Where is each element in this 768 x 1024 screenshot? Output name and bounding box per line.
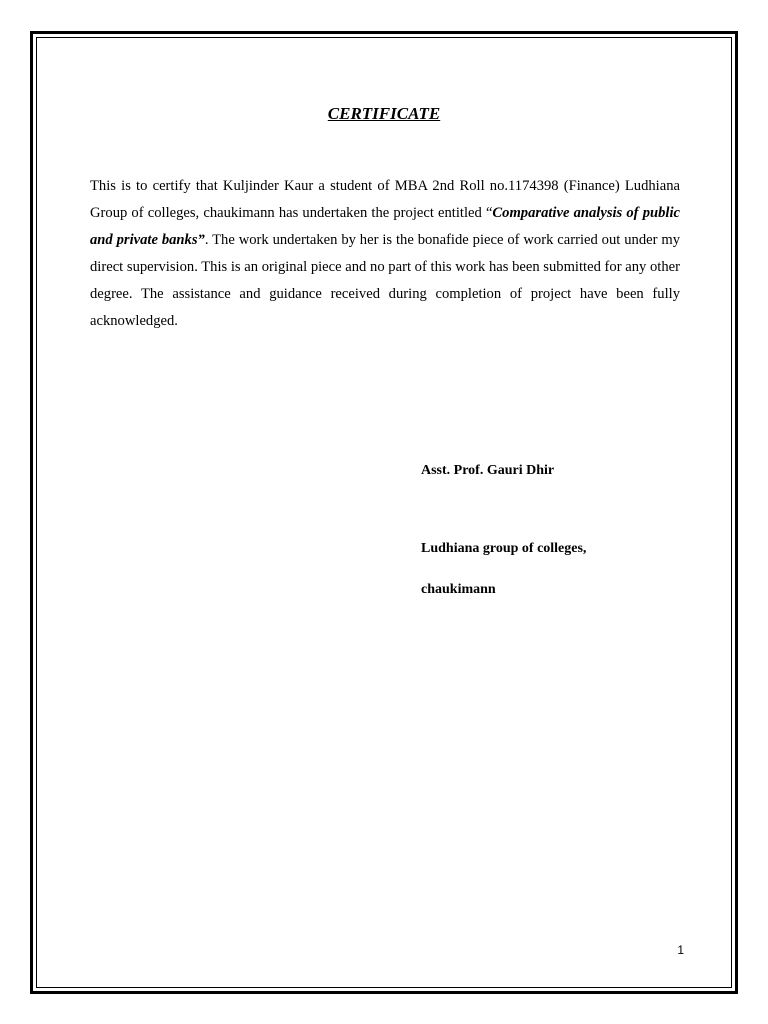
certificate-body (90, 173, 680, 335)
signatory-name: Asst. Prof. Gauri Dhir (421, 463, 555, 478)
signatory-institution: Ludhiana group of colleges, (421, 541, 587, 556)
project-title: Comparative analysis of public and private banks” (90, 205, 680, 248)
body-text-part1: This is to certify that Kuljinder Kaur a student of MBA 2nd Roll no.1174398 (Finance) Ludhiana Group of colleges, chaukimann has undertaken the project entitled “ (90, 178, 680, 221)
body-text-part2: . The work undertaken by her is the bonafide piece of work carried out under my direct supervision. This is an original piece and no part of this work has been submitted for any other degree. The assistance and guidance received during completion of project have been fully acknowledged. (90, 232, 680, 329)
page-number: 1 (677, 943, 684, 957)
certificate-title: CERTIFICATE (327, 104, 441, 123)
signatory-place: chaukimann (421, 582, 496, 597)
